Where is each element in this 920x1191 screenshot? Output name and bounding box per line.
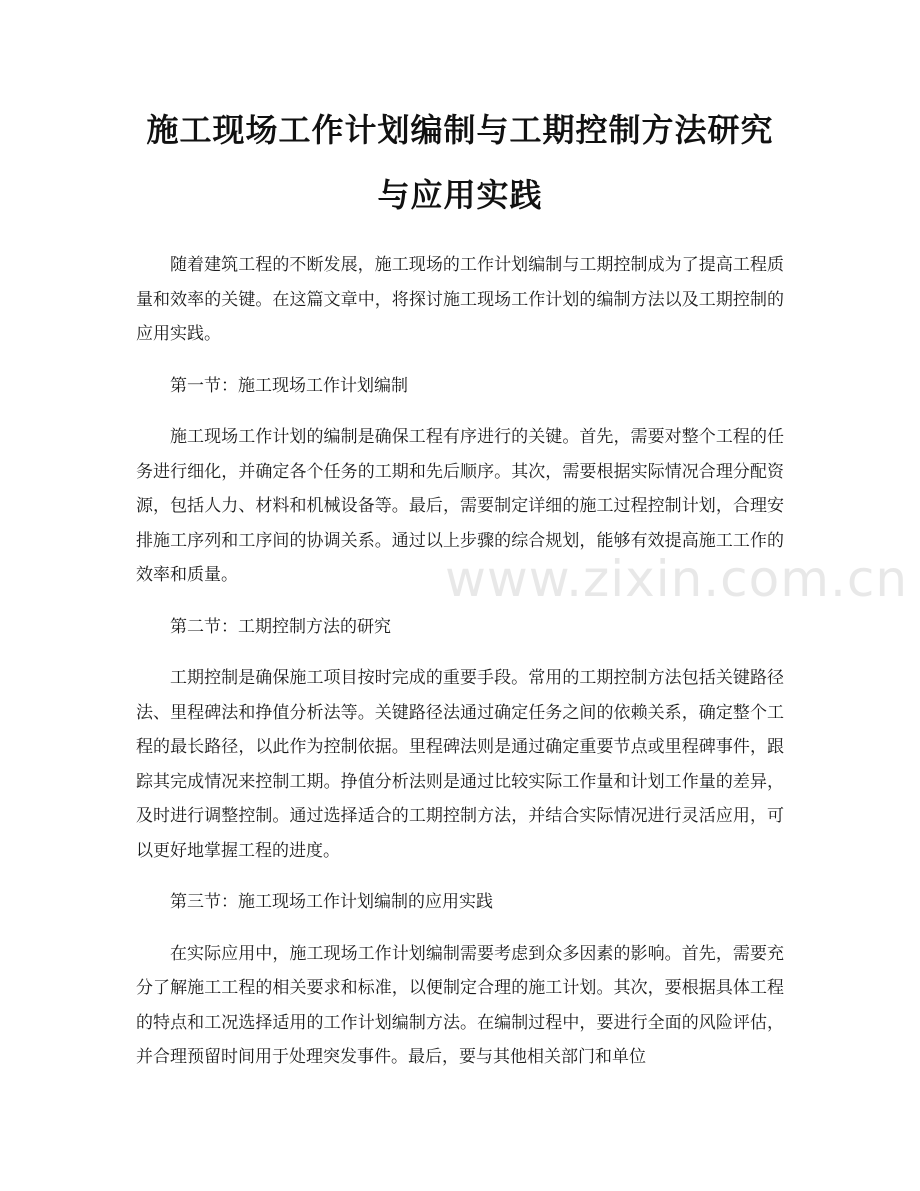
section-2-heading: 第二节：工期控制方法的研究 xyxy=(170,616,391,637)
document-title-line-2: 与应用实践 xyxy=(377,176,543,214)
intro-paragraph: 随着建筑工程的不断发展，施工现场的工作计划编制与工期控制成为了提高工程质量和效率的关键。在这篇文章中，将探讨施工现场工作计划的编制方法以及工期控制的应用实践。 xyxy=(136,255,784,344)
document-body xyxy=(136,248,784,1092)
section-3-paragraph: 在实际应用中，施工现场工作计划编制需要考虑到众多因素的影响。首先，需要充分了解施工工程的相关要求和标准，以便制定合理的施工计划。其次，要根据具体工程的特点和工况选择适用的工作计划编制方法。在编制过程中，要进行全面的风险评估，并合理预留时间用于处理突发事件。最后，要与其他相关部门和单位 xyxy=(136,943,784,1067)
section-1-paragraph: 施工现场工作计划的编制是确保工程有序进行的关键。首先，需要对整个工程的任务进行细化，并确定各个任务的工期和先后顺序。其次，需要根据实际情况合理分配资源，包括人力、材料和机械设备等。最后，需要制定详细的施工过程控制计划，合理安排施工序列和工序间的协调关系。通过以上步骤的综合规划，能够有效提高施工工作的效率和质量。 xyxy=(136,427,784,585)
section-2-paragraph: 工期控制是确保施工项目按时完成的重要手段。常用的工期控制方法包括关键路径法、里程碑法和挣值分析法等。关键路径法通过确定任务之间的依赖关系，确定整个工程的最长路径，以此作为控制依据。里程碑法则是通过确定重要节点或里程碑事件，跟踪其完成情况来控制工期。挣值分析法则是通过比较实际工作量和计划工作量的差异，及时进行调整控制。通过选择适合的工期控制方法，并结合实际情况进行灵活应用，可以更好地掌握工程的进度。 xyxy=(136,668,784,861)
section-1-heading: 第一节：施工现场工作计划编制 xyxy=(170,375,408,396)
watermark: www.zixin.com.cn xyxy=(445,550,909,608)
document-title-line-1: 施工现场工作计划编制与工期控制方法研究 xyxy=(146,111,774,149)
section-3-heading: 第三节：施工现场工作计划编制的应用实践 xyxy=(170,892,493,912)
